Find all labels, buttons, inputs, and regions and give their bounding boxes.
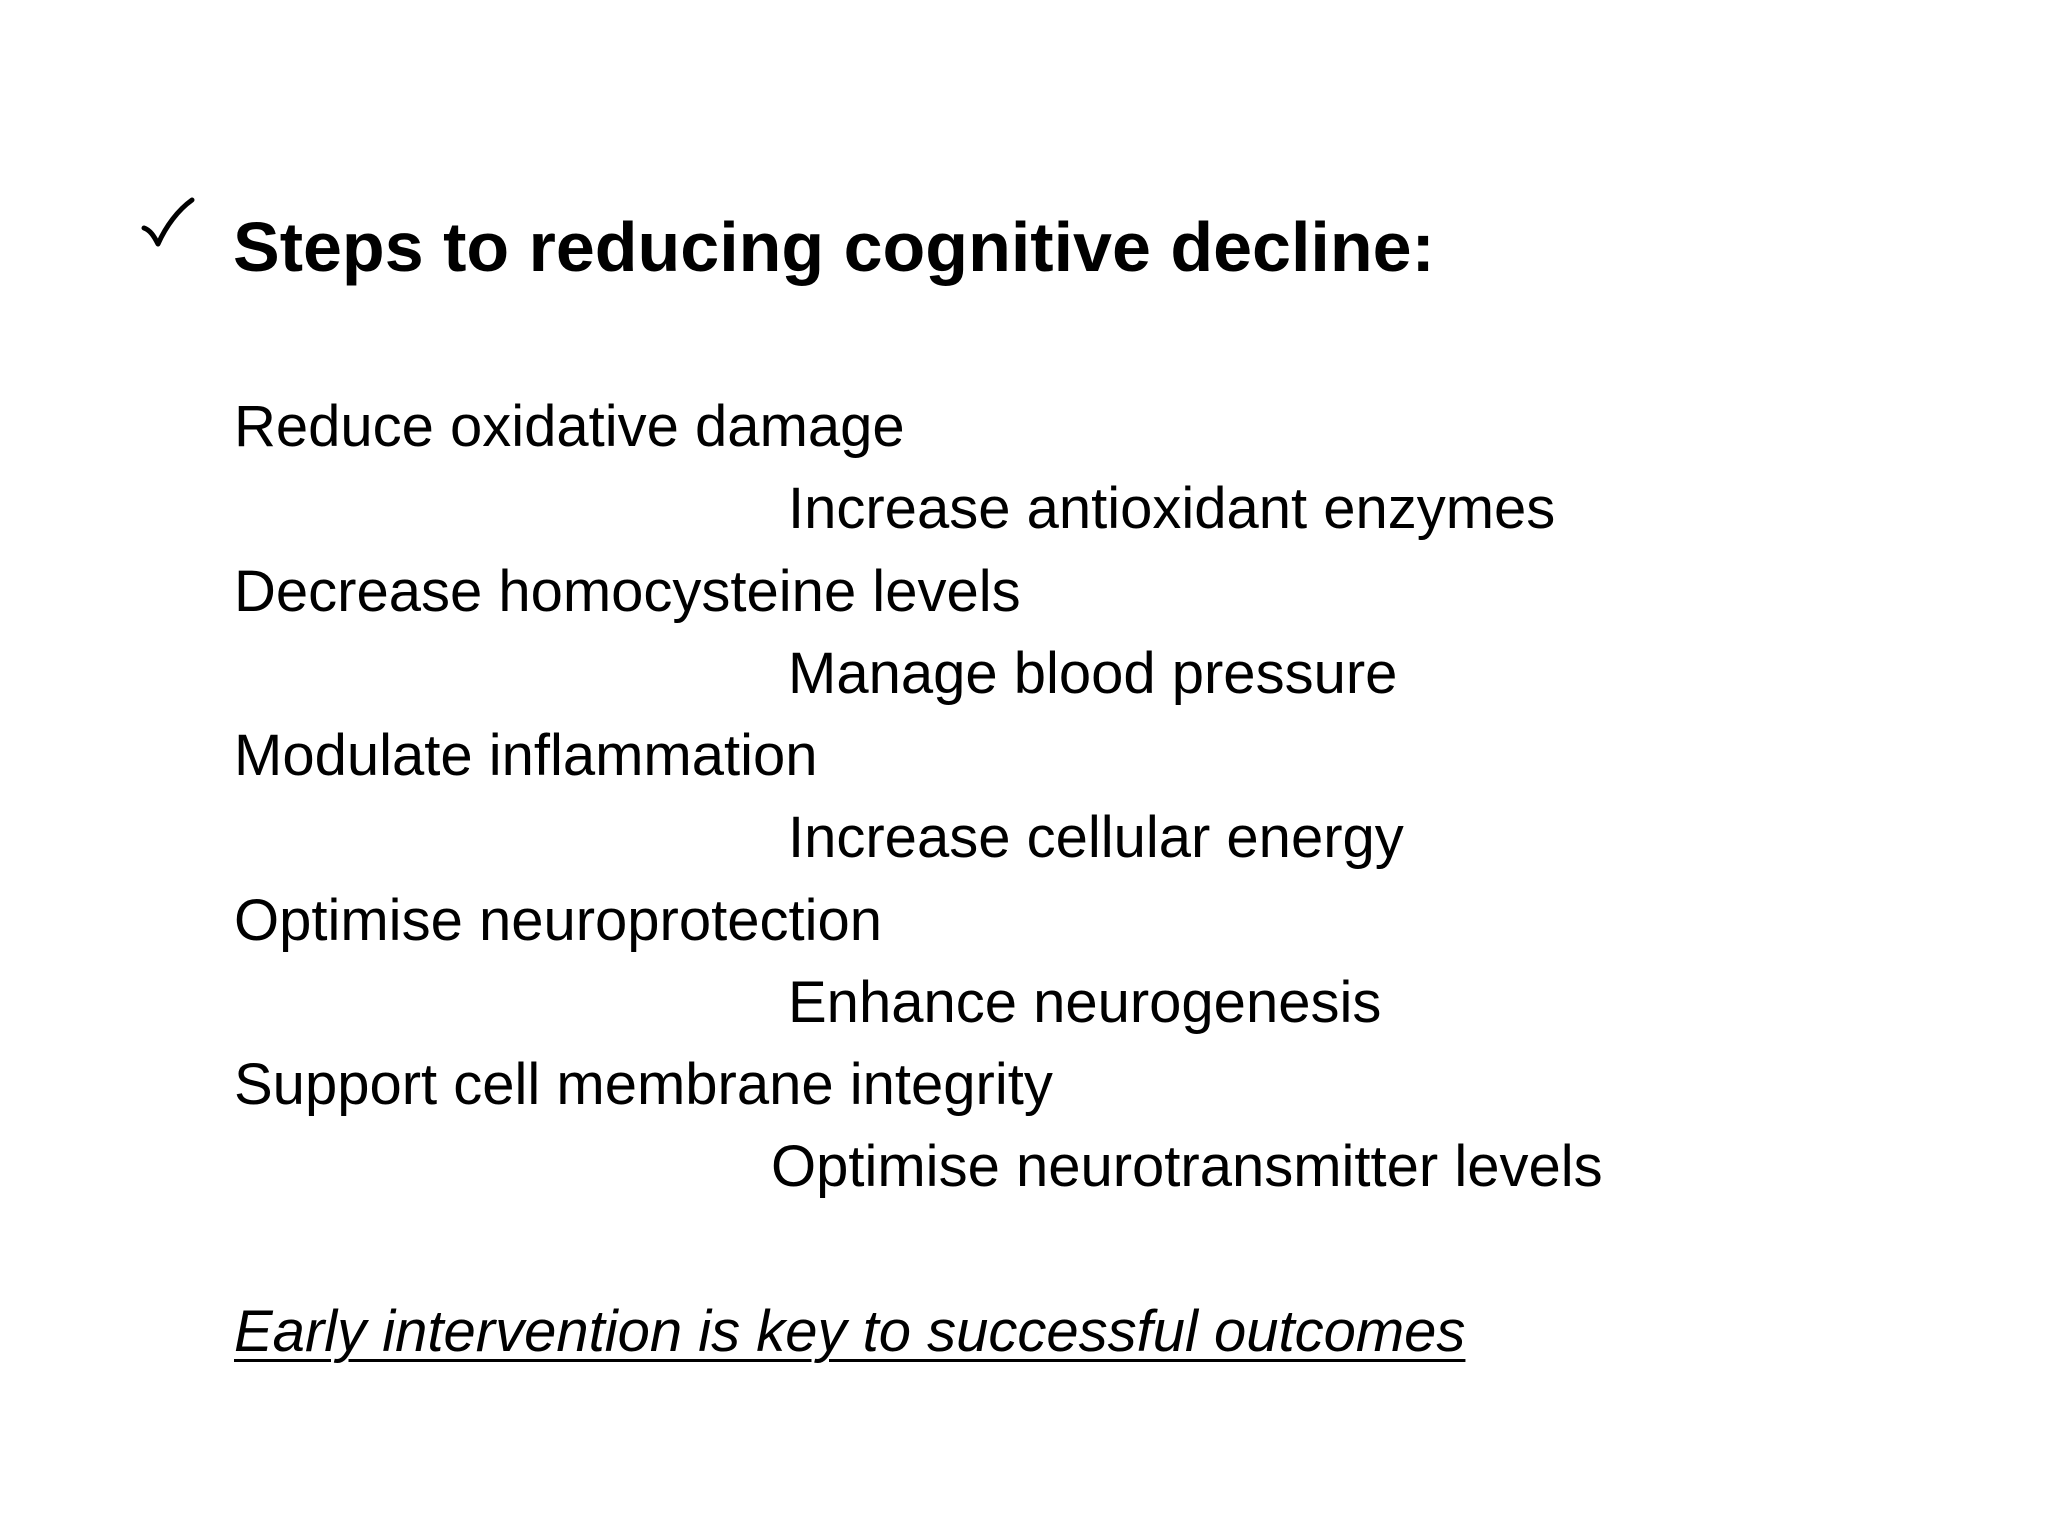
slide-title: Steps to reducing cognitive decline: xyxy=(233,208,1435,286)
list-item-decrease-homocysteine-levels: Decrease homocysteine levels xyxy=(234,559,1021,624)
list-item-optimise-neurotransmitter-levels: Optimise neurotransmitter levels xyxy=(771,1134,1603,1199)
list-item-reduce-oxidative-damage: Reduce oxidative damage xyxy=(234,394,905,459)
check-mark-icon xyxy=(140,196,196,252)
list-item-enhance-neurogenesis: Enhance neurogenesis xyxy=(788,970,1382,1035)
slide-footer-note: Early intervention is key to successful outcomes xyxy=(234,1299,1466,1364)
list-item-support-cell-membrane-integrity: Support cell membrane integrity xyxy=(234,1052,1053,1117)
list-item-increase-antioxidant-enzymes: Increase antioxidant enzymes xyxy=(788,476,1556,541)
list-item-increase-cellular-energy: Increase cellular energy xyxy=(788,805,1404,870)
list-item-manage-blood-pressure: Manage blood pressure xyxy=(788,641,1398,706)
list-item-optimise-neuroprotection: Optimise neuroprotection xyxy=(234,888,882,953)
list-item-modulate-inflammation: Modulate inflammation xyxy=(234,723,818,788)
